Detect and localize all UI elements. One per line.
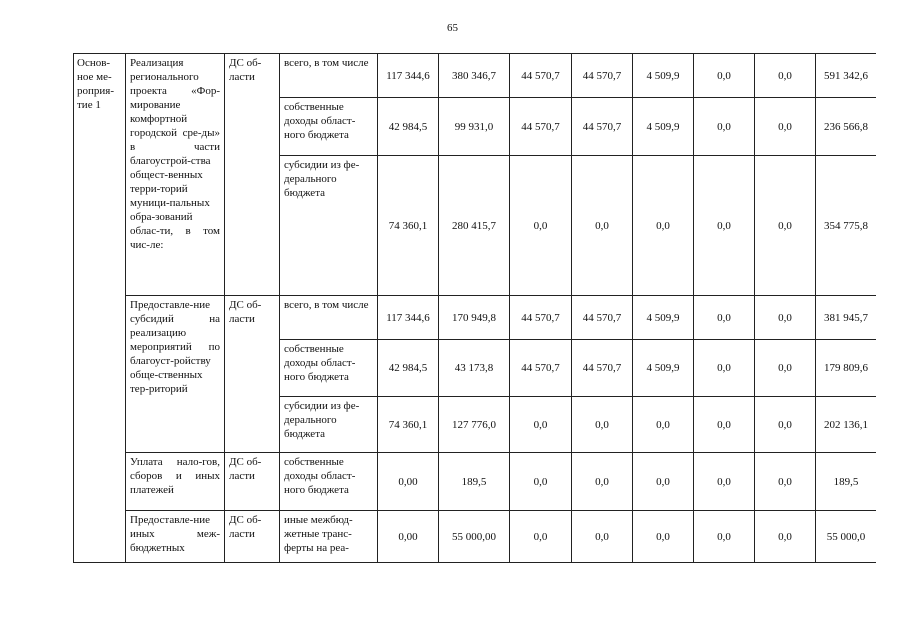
value-cell: 0,0 [755,453,816,511]
value-cell: 55 000,00 [439,511,510,563]
value-cell: 0,0 [694,156,755,296]
funding-source: всего, в том числе [280,54,378,98]
value-cell: 44 570,7 [510,54,572,98]
total-cell: 381 945,7 [816,296,877,340]
funding-source: субсидии из фе-дерального бюджета [280,156,378,296]
value-cell: 0,0 [755,98,816,156]
total-cell: 236 566,8 [816,98,877,156]
value-cell: 43 173,8 [439,340,510,397]
value-cell: 0,0 [510,511,572,563]
measure-name: Реализация регионального проекта «Фор-мирование комфортной городской сре-ды» в части благоустрой-ства общест-венных терри-торий муници-пальных обра-зований облас-ти, в том чис-ле: [126,54,225,296]
value-cell: 44 570,7 [572,98,633,156]
value-cell: 0,0 [633,397,694,453]
measure-name: Предоставле-ние иных меж-бюджетных [126,511,225,563]
value-cell: 44 570,7 [510,98,572,156]
value-cell: 280 415,7 [439,156,510,296]
value-cell: 0,0 [510,156,572,296]
value-cell: 0,0 [755,54,816,98]
measure-name: Предоставле-ние субсидий на реализацию мероприятий по благоуст-ройству обще-ственных тер-риторий [126,296,225,453]
value-cell: 0,0 [633,453,694,511]
value-cell: 44 570,7 [572,54,633,98]
value-cell: 189,5 [439,453,510,511]
value-cell: 0,0 [694,453,755,511]
value-cell: 0,0 [694,397,755,453]
value-cell: 0,0 [694,340,755,397]
value-cell: 0,0 [755,397,816,453]
value-cell: 0,00 [378,453,439,511]
executor: ДС об-ласти [225,296,280,453]
value-cell: 0,0 [633,156,694,296]
value-cell: 0,0 [694,296,755,340]
funding-source: субсидии из фе-дерального бюджета [280,397,378,453]
executor: ДС об-ласти [225,511,280,563]
value-cell: 0,0 [510,397,572,453]
value-cell: 42 984,5 [378,98,439,156]
value-cell: 0,0 [755,340,816,397]
value-cell: 74 360,1 [378,156,439,296]
value-cell: 380 346,7 [439,54,510,98]
value-cell: 0,0 [510,453,572,511]
measure-name: Уплата нало-гов, сборов и иных платежей [126,453,225,511]
value-cell: 0,0 [755,296,816,340]
value-cell: 0,0 [572,156,633,296]
activity-group-label: Основ-ное ме-роприя-тие 1 [74,54,126,563]
total-cell: 202 136,1 [816,397,877,453]
budget-table [73,53,876,563]
table-row [74,54,877,98]
table-row [74,511,877,563]
value-cell: 0,0 [755,511,816,563]
value-cell: 4 509,9 [633,296,694,340]
value-cell: 0,0 [694,511,755,563]
value-cell: 0,0 [694,54,755,98]
value-cell: 0,0 [572,511,633,563]
value-cell: 0,0 [633,511,694,563]
value-cell: 0,0 [572,453,633,511]
table-row [74,453,877,511]
value-cell: 74 360,1 [378,397,439,453]
budget-table-wrapper [73,53,876,567]
total-cell: 55 000,0 [816,511,877,563]
executor: ДС об-ласти [225,54,280,296]
funding-source: иные межбюд-жетные транс-ферты на реа- [280,511,378,563]
value-cell: 0,00 [378,511,439,563]
total-cell: 179 809,6 [816,340,877,397]
funding-source: всего, в том числе [280,296,378,340]
value-cell: 44 570,7 [510,340,572,397]
total-cell: 591 342,6 [816,54,877,98]
executor: ДС об-ласти [225,453,280,511]
value-cell: 99 931,0 [439,98,510,156]
value-cell: 0,0 [755,156,816,296]
value-cell: 117 344,6 [378,54,439,98]
value-cell: 4 509,9 [633,54,694,98]
value-cell: 127 776,0 [439,397,510,453]
value-cell: 4 509,9 [633,98,694,156]
value-cell: 44 570,7 [510,296,572,340]
value-cell: 44 570,7 [572,296,633,340]
funding-source: собственные доходы област-ного бюджета [280,453,378,511]
value-cell: 44 570,7 [572,340,633,397]
table-row [74,296,877,340]
value-cell: 0,0 [572,397,633,453]
funding-source: собственные доходы област-ного бюджета [280,340,378,397]
value-cell: 42 984,5 [378,340,439,397]
page-number: 65 [447,22,458,34]
total-cell: 354 775,8 [816,156,877,296]
total-cell: 189,5 [816,453,877,511]
value-cell: 117 344,6 [378,296,439,340]
value-cell: 170 949,8 [439,296,510,340]
value-cell: 4 509,9 [633,340,694,397]
funding-source: собственные доходы област-ного бюджета [280,98,378,156]
value-cell: 0,0 [694,98,755,156]
